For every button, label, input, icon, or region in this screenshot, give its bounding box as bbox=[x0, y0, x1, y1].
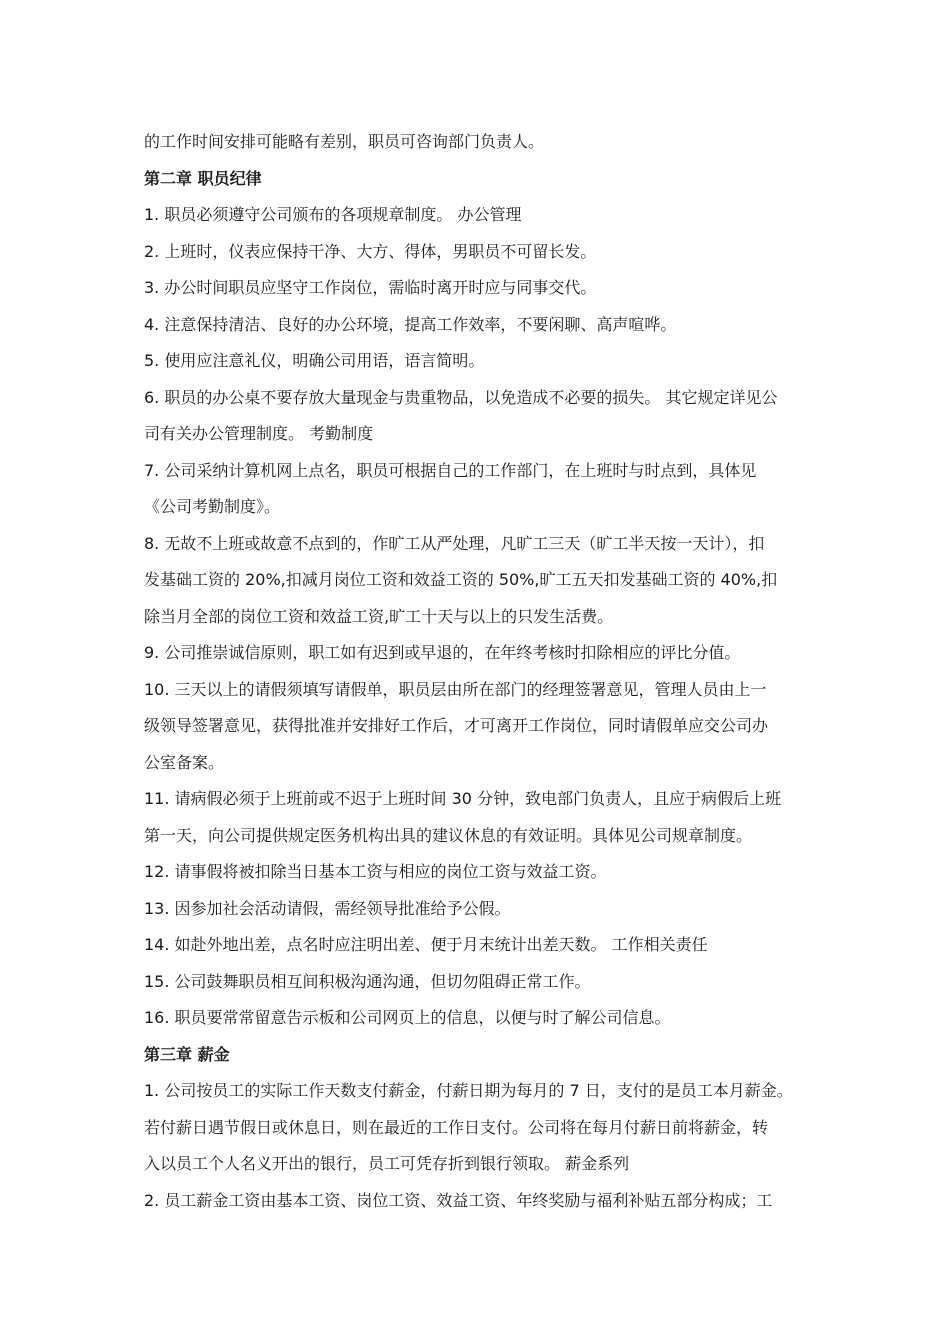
text-line: 入以员工个人名义开出的银行，员工可凭存折到银行领取。 薪金系列 bbox=[144, 1154, 630, 1173]
text-line: 若付薪日遇节假日或休息日，则在最近的工作日支付。公司将在每月付薪日前将薪金，转 bbox=[144, 1117, 769, 1137]
text-line: 15. 公司鼓舞职员相互间积极沟通沟通，但切勿阻碍正常工作。 bbox=[144, 971, 591, 991]
text-line: 5. 使用应注意礼仪，明确公司用语，语言简明。 bbox=[144, 351, 485, 370]
text-line: 9. 公司推崇诚信原则，职工如有迟到或早退的，在年终考核时扣除相应的评比分值。 bbox=[144, 643, 741, 662]
text-line: 8. 无故不上班或故意不点到的，作旷工从严处理，凡旷工三天（旷工半天按一天计），扣 bbox=[144, 533, 765, 553]
text-line: 1. 公司按员工的实际工作天数支付薪金，付薪日期为每月的 7 日，支付的是员工本月薪金。 bbox=[144, 1081, 793, 1100]
chapter-heading: 第二章 职员纪律 bbox=[144, 168, 262, 188]
chapter-heading: 第三章 薪金 bbox=[144, 1044, 230, 1064]
text-line: 2. 上班时，仪表应保持干净、大方、得体，男职员不可留长发。 bbox=[144, 241, 597, 261]
text-line: 发基础工资的 20%,扣减月岗位工资和效益工资的 50%,旷工五天扣发基础工资的 40%,扣 bbox=[144, 570, 778, 589]
text-line: 11. 请病假必须于上班前或不迟于上班时间 30 分钟，致电部门负责人，且应于病假后上班 bbox=[144, 789, 782, 808]
text-line: 6. 职员的办公桌不要存放大量现金与贵重物品，以免造成不必要的损失。 其它规定详见公 bbox=[144, 387, 778, 407]
text-line: 3. 办公时间职员应坚守工作岗位，需临时离开时应与同事交代。 bbox=[144, 278, 597, 297]
text-line: 10. 三天以上的请假须填写请假单，职员层由所在部门的经理签署意见，管理人员由上一 bbox=[144, 679, 767, 699]
text-line: 14. 如赴外地出差，点名时应注明出差、便于月末统计出差天数。 工作相关责任 bbox=[144, 935, 708, 954]
text-line: 第一天，向公司提供规定医务机构出具的建议休息的有效证明。具体见公司规章制度。 bbox=[144, 825, 753, 845]
text-line: 司有关办公管理制度。 考勤制度 bbox=[144, 424, 374, 443]
text-line: 除当月全部的岗位工资和效益工资,旷工十天与以上的只发生活费。 bbox=[144, 606, 614, 626]
text-line: 4. 注意保持清洁、良好的办公环境，提高工作效率，不要闲聊、高声喧哗。 bbox=[144, 314, 677, 334]
text-line: 级领导签署意见，获得批准并安排好工作后，才可离开工作岗位，同时请假单应交公司办 bbox=[144, 716, 769, 735]
text-line: 2. 员工薪金工资由基本工资、岗位工资、效益工资、年终奖励与福利补贴五部分构成；工 bbox=[144, 1190, 773, 1210]
text-line: 16. 职员要常常留意告示板和公司网页上的信息，以便与时了解公司信息。 bbox=[144, 1008, 671, 1027]
text-line: 1. 职员必须遵守公司颁布的各项规章制度。 办公管理 bbox=[144, 205, 522, 224]
text-line: 12. 请事假将被扣除当日基本工资与相应的岗位工资与效益工资。 bbox=[144, 862, 607, 881]
text-line: 的工作时间安排可能略有差别，职员可咨询部门负责人。 bbox=[144, 132, 545, 151]
text-line: 7. 公司采纳计算机网上点名，职员可根据自己的工作部门，在上班时与时点到，具体见 bbox=[144, 460, 757, 480]
text-line: 《公司考勤制度》。 bbox=[144, 497, 281, 516]
document-body bbox=[144, 124, 820, 1219]
text-line: 13. 因参加社会活动请假，需经领导批准给予公假。 bbox=[144, 898, 511, 918]
text-line: 公室备案。 bbox=[144, 752, 225, 772]
